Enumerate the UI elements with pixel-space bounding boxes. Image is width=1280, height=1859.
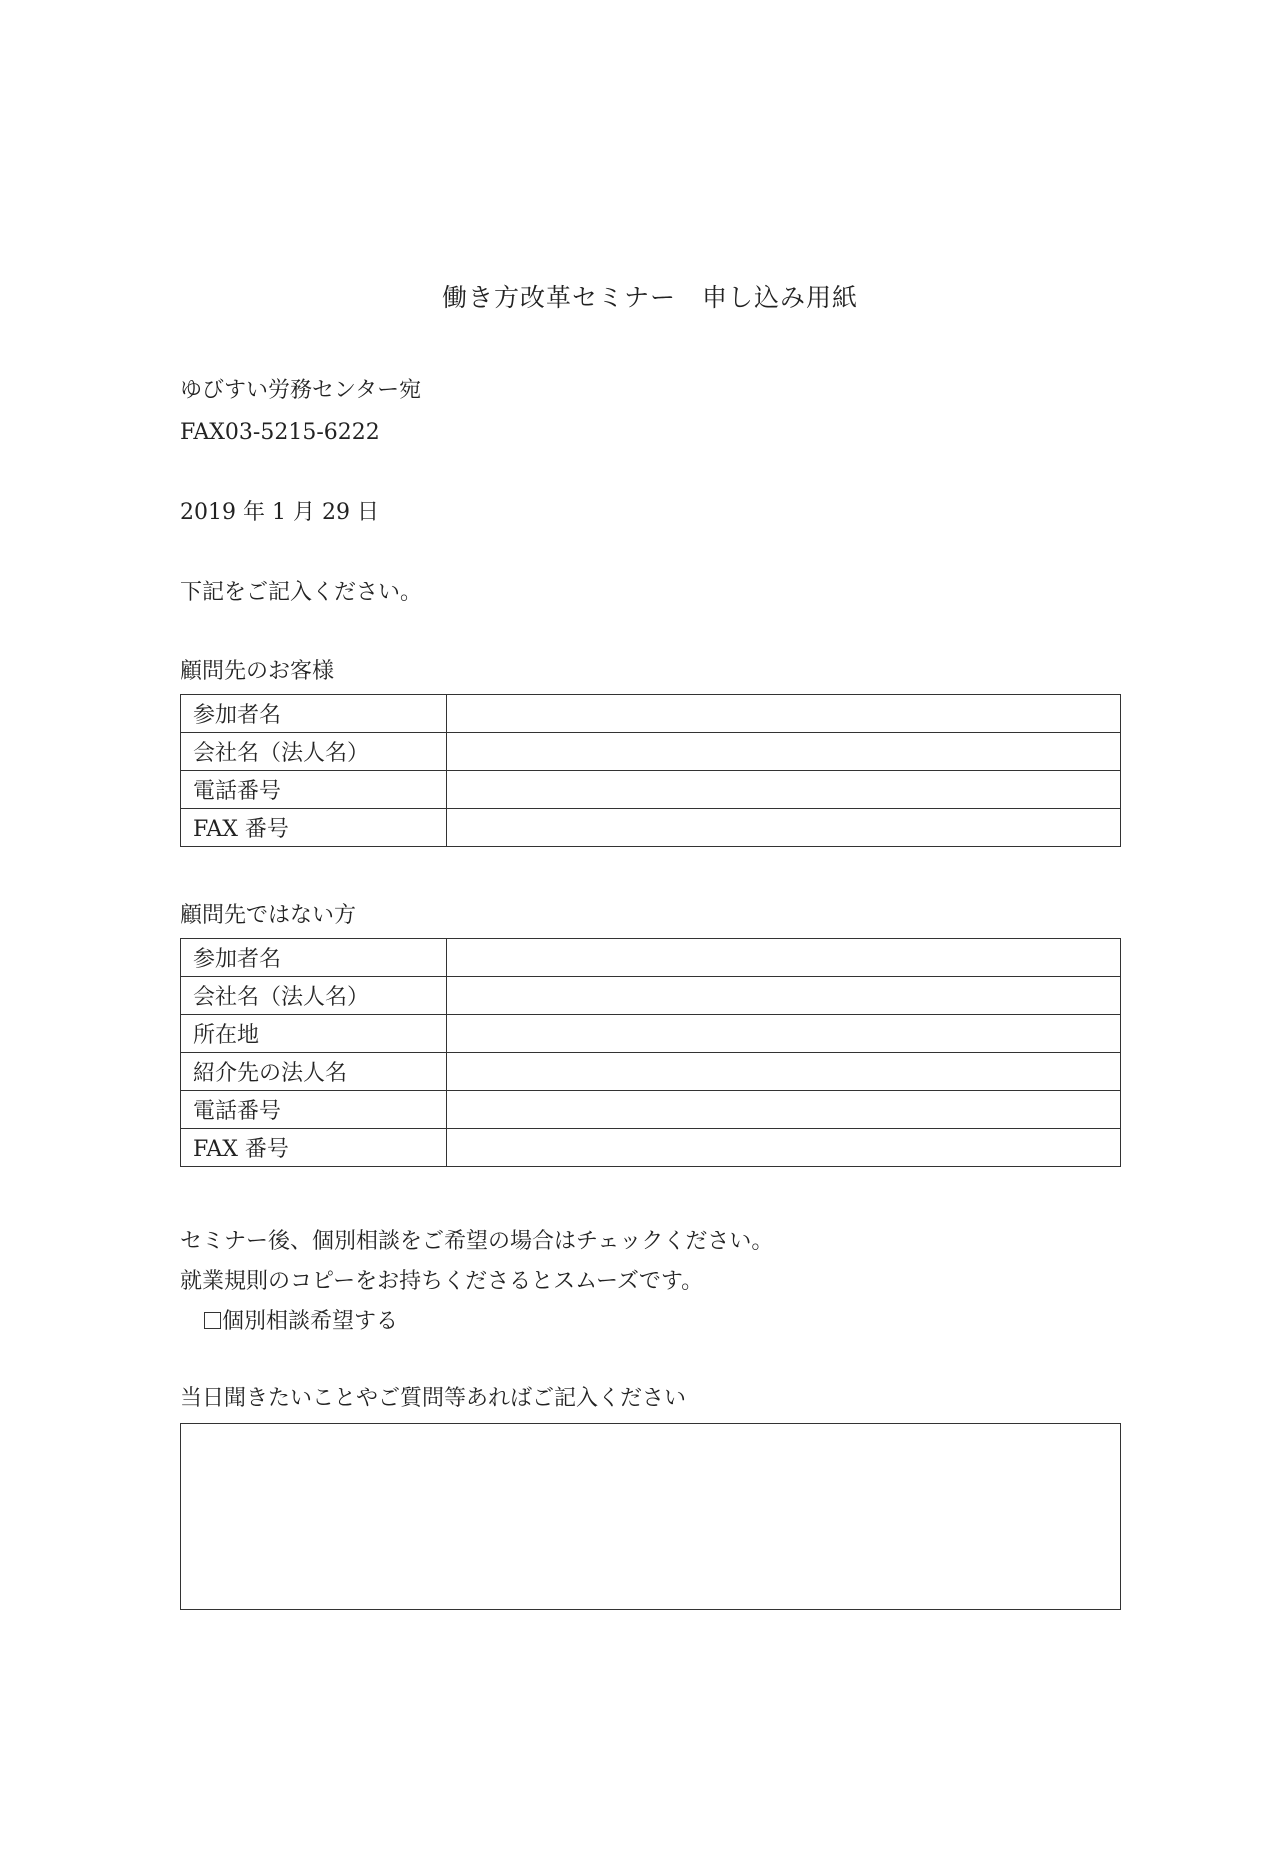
- table-row: [181, 977, 1121, 1015]
- table-row: [181, 1015, 1121, 1053]
- nonclient-referrer-label: 紹介先の法人名: [181, 1053, 447, 1091]
- table-row: [181, 1129, 1121, 1167]
- nonclient-phone-label: 電話番号: [181, 1091, 447, 1129]
- nonclient-address-field[interactable]: [447, 1015, 1121, 1053]
- nonclient-address-label: 所在地: [181, 1015, 447, 1053]
- client-fax-label: FAX 番号: [181, 809, 447, 847]
- recipient-fax: FAX03-5215-6222: [180, 420, 380, 445]
- table-row: [181, 1053, 1121, 1091]
- consultation-checkbox-label: 個別相談希望する: [222, 1309, 399, 1334]
- table-row: [181, 733, 1121, 771]
- client-section-heading: 顧問先のお客様: [180, 659, 335, 684]
- table-row: [181, 771, 1121, 809]
- nonclient-info-table: [180, 938, 1121, 1167]
- nonclient-company-label: 会社名（法人名）: [181, 977, 447, 1015]
- client-info-table: [180, 694, 1121, 847]
- nonclient-referrer-field[interactable]: [447, 1053, 1121, 1091]
- consultation-checkbox[interactable]: [204, 1312, 221, 1329]
- client-participant-label: 参加者名: [181, 695, 447, 733]
- nonclient-phone-field[interactable]: [447, 1091, 1121, 1129]
- rules-copy-note: 就業規則のコピーをお持ちくださるとスムーズです。: [180, 1269, 704, 1294]
- table-row: [181, 1091, 1121, 1129]
- table-row: [181, 939, 1121, 977]
- consultation-note: セミナー後、個別相談をご希望の場合はチェックください。: [180, 1229, 774, 1254]
- client-fax-field[interactable]: [447, 809, 1121, 847]
- client-phone-label: 電話番号: [181, 771, 447, 809]
- consultation-checkbox-row[interactable]: [204, 1307, 398, 1337]
- recipient-name: ゆびすい労務センター宛: [180, 378, 422, 403]
- nonclient-participant-label: 参加者名: [181, 939, 447, 977]
- client-company-field[interactable]: [447, 733, 1121, 771]
- questions-heading: 当日聞きたいことやご質問等あればご記入ください: [180, 1386, 687, 1411]
- nonclient-fax-field[interactable]: [447, 1129, 1121, 1167]
- form-title: 働き方改革セミナー 申し込み用紙: [441, 283, 858, 312]
- table-row: [181, 809, 1121, 847]
- table-row: [181, 695, 1121, 733]
- nonclient-fax-label: FAX 番号: [181, 1129, 447, 1167]
- nonclient-participant-field[interactable]: [447, 939, 1121, 977]
- instruction-text: 下記をご記入ください。: [180, 580, 423, 605]
- questions-textarea[interactable]: [180, 1423, 1121, 1610]
- form-date: 2019 年 1 月 29 日: [180, 500, 379, 525]
- client-participant-field[interactable]: [447, 695, 1121, 733]
- client-phone-field[interactable]: [447, 771, 1121, 809]
- nonclient-section-heading: 顧問先ではない方: [180, 903, 357, 928]
- nonclient-company-field[interactable]: [447, 977, 1121, 1015]
- client-company-label: 会社名（法人名）: [181, 733, 447, 771]
